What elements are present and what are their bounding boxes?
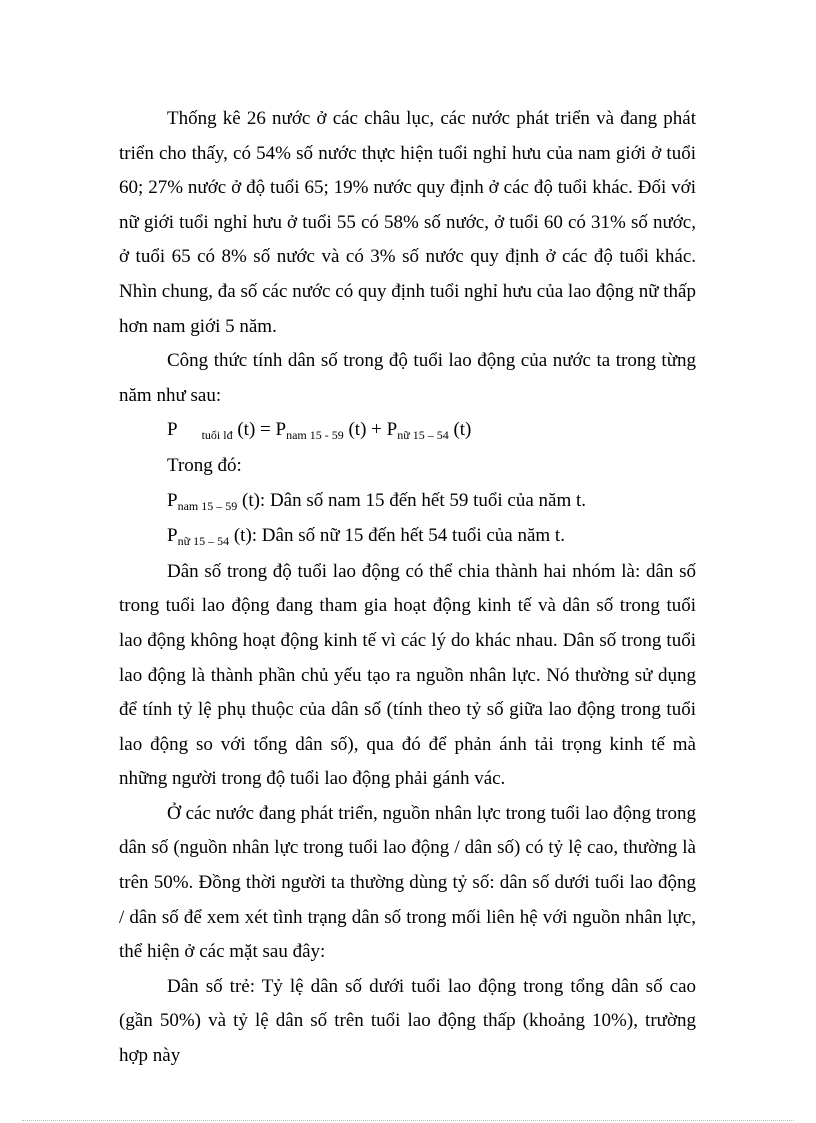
- formula-part-total: (t) = P: [237, 419, 287, 441]
- formula-working-age-population: [119, 413, 696, 449]
- definition-female-text: (t): Dân số nữ 15 đến hết 54 tuổi của năm t.: [233, 525, 565, 547]
- paragraph-young-population: Dân số trẻ: Tỷ lệ dân số dưới tuổi lao động trong tổng dân số cao (gần 50%) và tỷ lệ dân số trên tuổi lao động thấp (khoảng 10%), trường hợp này: [119, 975, 696, 1067]
- formula-subscript-total: tuổi lđ: [201, 428, 233, 443]
- formula-p-symbol: P: [167, 419, 178, 441]
- formula-subscript-male: nam 15 - 59: [286, 428, 344, 443]
- definition-male-subscript: nam 15 – 59: [177, 498, 238, 513]
- where-label: Trong đó:: [167, 454, 242, 476]
- definition-female-subscript: nữ 15 – 54: [177, 534, 230, 549]
- page-bottom-divider: [22, 1120, 794, 1121]
- paragraph-formula-intro: Công thức tính dân số trong độ tuổi lao động của nước ta trong từng năm như sau:: [119, 350, 696, 406]
- formula-subscript-female: nữ 15 – 54: [397, 428, 449, 443]
- definition-female-p: P: [167, 525, 178, 547]
- formula-part-end: (t): [453, 419, 472, 441]
- definition-male-p: P: [167, 489, 178, 511]
- formula-part-mid: (t) + P: [348, 419, 398, 441]
- paragraph-working-age-groups: Dân số trong độ tuổi lao động có thể chia thành hai nhóm là: dân số trong tuổi lao động đang tham gia hoạt động kinh tế và dân số trong tuổi lao động không hoạt động kinh tế vì các lý do khác nhau. Dân số trong tuổi lao động là thành phần chủ yếu tạo ra nguồn nhân lực. Nó thường sử dụng để tính tỷ lệ phụ thuộc của dân số (tính theo tỷ số giữa lao động trong tuổi lao động so với tổng dân số), qua đó để phản ánh tải trọng kinh tế mà những người trong độ tuổi lao động phải gánh vác.: [119, 560, 696, 790]
- definition-male: [119, 484, 696, 520]
- document-body: [119, 102, 696, 1074]
- definition-female: [119, 519, 696, 555]
- paragraph-developing-countries: Ở các nước đang phát triển, nguồn nhân lực trong tuổi lao động trong dân số (nguồn nhân lực trong tuổi lao động / dân số) có tỷ lệ cao, thường là trên 50%. Đồng thời người ta thường dùng tỷ số: dân số dưới tuổi lao động / dân số để xem xét tình trạng dân số trong mối liên hệ với nguồn nhân lực, thể hiện ở các mặt sau đây:: [119, 802, 696, 963]
- definition-male-text: (t): Dân số nam 15 đến hết 59 tuổi của năm t.: [242, 489, 587, 511]
- paragraph-retirement-statistics: Thống kê 26 nước ở các châu lục, các nước phát triển và đang phát triển cho thấy, có 54% số nước thực hiện tuổi nghỉ hưu của nam giới ở tuổi 60; 27% nước ở độ tuổi 65; 19% nước quy định ở các độ tuổi khác. Đối với nữ giới tuổi nghỉ hưu ở tuổi 55 có 58% số nước, ở tuổi 60 có 31% số nước, ở tuổi 65 có 8% số nước và có 3% số nước quy định ở các độ tuổi khác. Nhìn chung, đa số các nước có quy định tuổi nghỉ hưu của lao động nữ thấp hơn nam giới 5 năm.: [119, 108, 696, 337]
